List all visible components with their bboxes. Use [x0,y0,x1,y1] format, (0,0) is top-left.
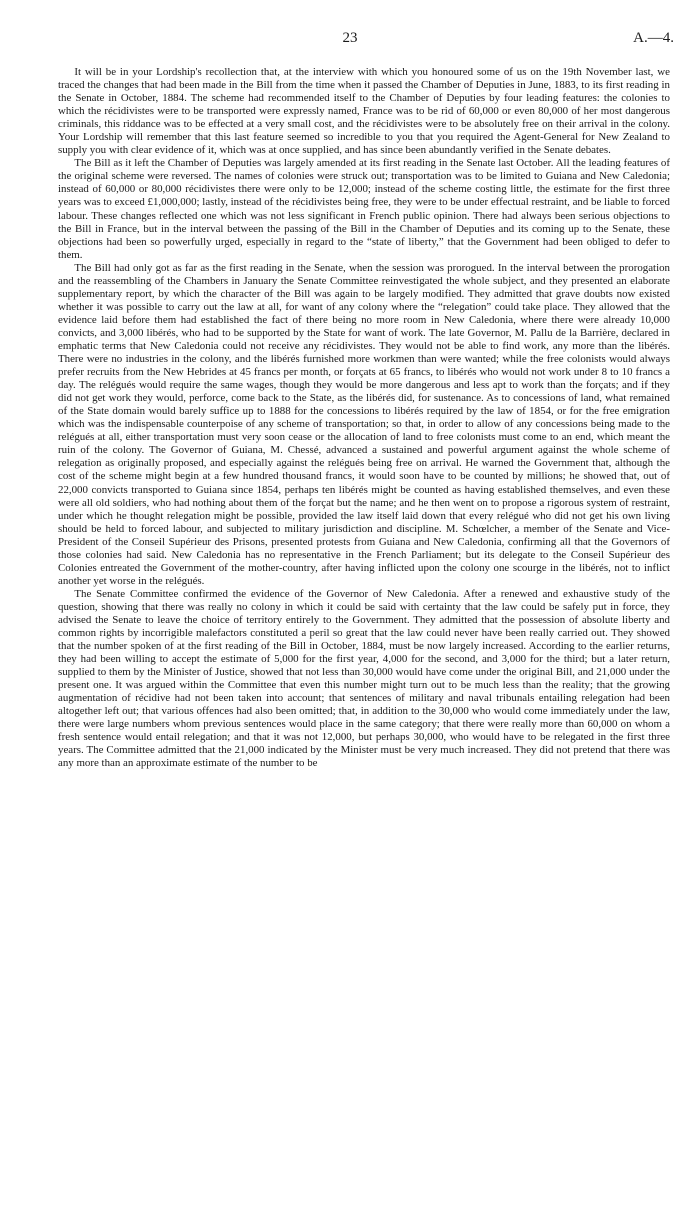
document-reference: A.—4. [633,30,674,46]
page-header [0,30,700,50]
paragraph-4: The Senate Committee confirmed the evidence of the Governor of New Caledonia. After a renewed and exhaustive study of the question, showing that there was really no colony in which it could be said with certainty that the law could be safely put in force, they advised the Senate to leave the choice of territory entirely to the Government. They admitted that the possession of absolute liberty and common rights by incorrigible malefactors constituted a peril so great that the law could never have been really carried out. They showed that the number spoken of at the first reading of the Bill in October, 1884, must be now largely increased. According to the earlier returns, they had been willing to accept the estimate of 5,000 for the first year, 4,000 for the second, and 3,000 for the third; but a later return, supplied to them by the Minister of Justice, showed that not less than 30,000 would have come under the original Bill, and 21,000 under the present one. It was argued within the Committee that even this number might turn out to be much less than the reality; that the growing augmentation of récidive had not been taken into account; that sentences of military and naval tribunals entailing relegation had been altogether left out; that various offences had also been omitted; that, in addition to the 30,000 who would come immediately under the law, there were large numbers whom previous sentences would place in the same category; that there were really more than 60,000 on whom a fresh sentence would entail relegation; and that it was not 12,000, but perhaps 30,000, who would have to be relegated in the first three years. The Committee admitted that the 21,000 indicated by the Minister must be very much increased. They did not pretend that there was any more than an approximate estimate of the number to be [58,587,670,770]
paragraph-3: The Bill had only got as far as the first reading in the Senate, when the session was prorogued. In the interval between the prorogation and the reassembling of the Chambers in January the Senate Committee reinvestigated the whole subject, and they presented an elaborate supplementary report, by which the character of the Bill was again to be largely modified. They admitted that grave doubts now existed whether it was possible to carry out the law at all, for want of any colony where the “relegation” could take place. They allowed that the evidence laid before them had established the fact of there being no more room in New Caledonia, where there were already 10,000 convicts, and 3,000 libérés, who had to be supported by the State for want of work. The late Governor, M. Pallu de la Barrière, declared in emphatic terms that New Caledonia could not receive any récidivistes. They would not be able to find work, any more than the libérés. There were no industries in the colony, and the libérés furnished more workmen than were wanted; while the free colonists would always prefer recruits from the New Hebrides at 45 francs per month, or forçats at 65 francs, to libérés who would not work under 8 to 10 francs a day. The relégués would require the same wages, though they would be more dangerous and less apt to work than the forçats; and if they did not get work they would, perforce, come back to the State, as the libérés did, for sustenance. As to concessions of land, what remained of the State domain would barely suffice up to 1888 for the concessions to libérés required by the law of 1854, or for the free emigration which was the indispensable counterpoise of any scheme of transportation; so that, in order to allow of any concessions being made to the relégués at all, either transportation must very soon cease or the allocation of land to free colonists must come to an end, which meant the ruin of the colony. The Governor of Guiana, M. Chessé, advanced a sustained and powerful argument against the whole scheme of relegation as originally proposed, and especially against the relégués being free on arrival. He warned the Government that, although the cost of the scheme might begin at a few hundred thousand francs, it would soon have to be counted by millions; he showed that, out of 22,000 convicts transported to Guiana since 1854, perhaps ten libérés might be counted as having established themselves, and even these were all old soldiers, who had nothing about them of the forçat but the name; and he then went on to propose a rigorous system of restraint, under which he thought relegation might be possible, provided the law itself laid down that every relégué who did not get his own living should be held to forced labour, and subjected to military jurisdiction and discipline. M. Schœlcher, a member of the Senate and Vice-President of the Conseil Supérieur des Prisons, presented protests from Guiana and New Caledonia, confirming all that the Governors of those colonies had said. New Caledonia has no representative in the French Parliament; but its delegate to the Conseil Supérieur des Colonies entreated the Government of the mother-country, after having inflicted upon the colony one scourge in the libérés, not to inflict another yet worse in the relégués. [58,261,670,587]
page-number: 23 [342,30,358,46]
paragraph-2: The Bill as it left the Chamber of Deputies was largely amended at its first reading in the Senate last October. All the leading features of the original scheme were reversed. The names of colonies were struck out; transportation was to be limited to Guiana and New Caledonia; instead of 60,000 or 80,000 récidivistes there were only to be 12,000; instead of the scheme costing little, the estimate for the first three years was to exceed £1,000,000; lastly, instead of the récidivistes being free, they were to be under effectual restraint, and be liable to forced labour. These changes reflected one which was not less significant in French public opinion. There had always been serious objections to the Bill in France, but in the interval between the passing of the Bill in the Chamber of Deputies and its coming up to the Senate, these objections had been so powerfully urged, especially in regard to the “state of liberty,” that the Government had been obliged to defer to them. [58,157,670,261]
paragraph-1: It will be in your Lordship's recollection that, at the interview with which you honoured some of us on the 19th November last, we traced the changes that had been made in the Bill from the time when it passed the Chamber of Deputies in June, 1883, to its first reading in the Senate in October, 1884. The scheme had recommended itself to the Chamber of Deputies by four leading features: the colonies to which the récidivistes were to be transported were expressly named, France was to be rid of 60,000 or even 80,000 of her most dangerous criminals, this riddance was to be effected at a very small cost, and the récidivistes were to be absolutely free on their arrival in the colony. Your Lordship will remember that this last feature seemed so incredible to you that you required the Agent-General for New Zealand to supply you with clear evidence of it, which was at once supplied, and has since been abundantly verified in the Senate debates. [58,66,670,157]
body-text [58,66,670,771]
